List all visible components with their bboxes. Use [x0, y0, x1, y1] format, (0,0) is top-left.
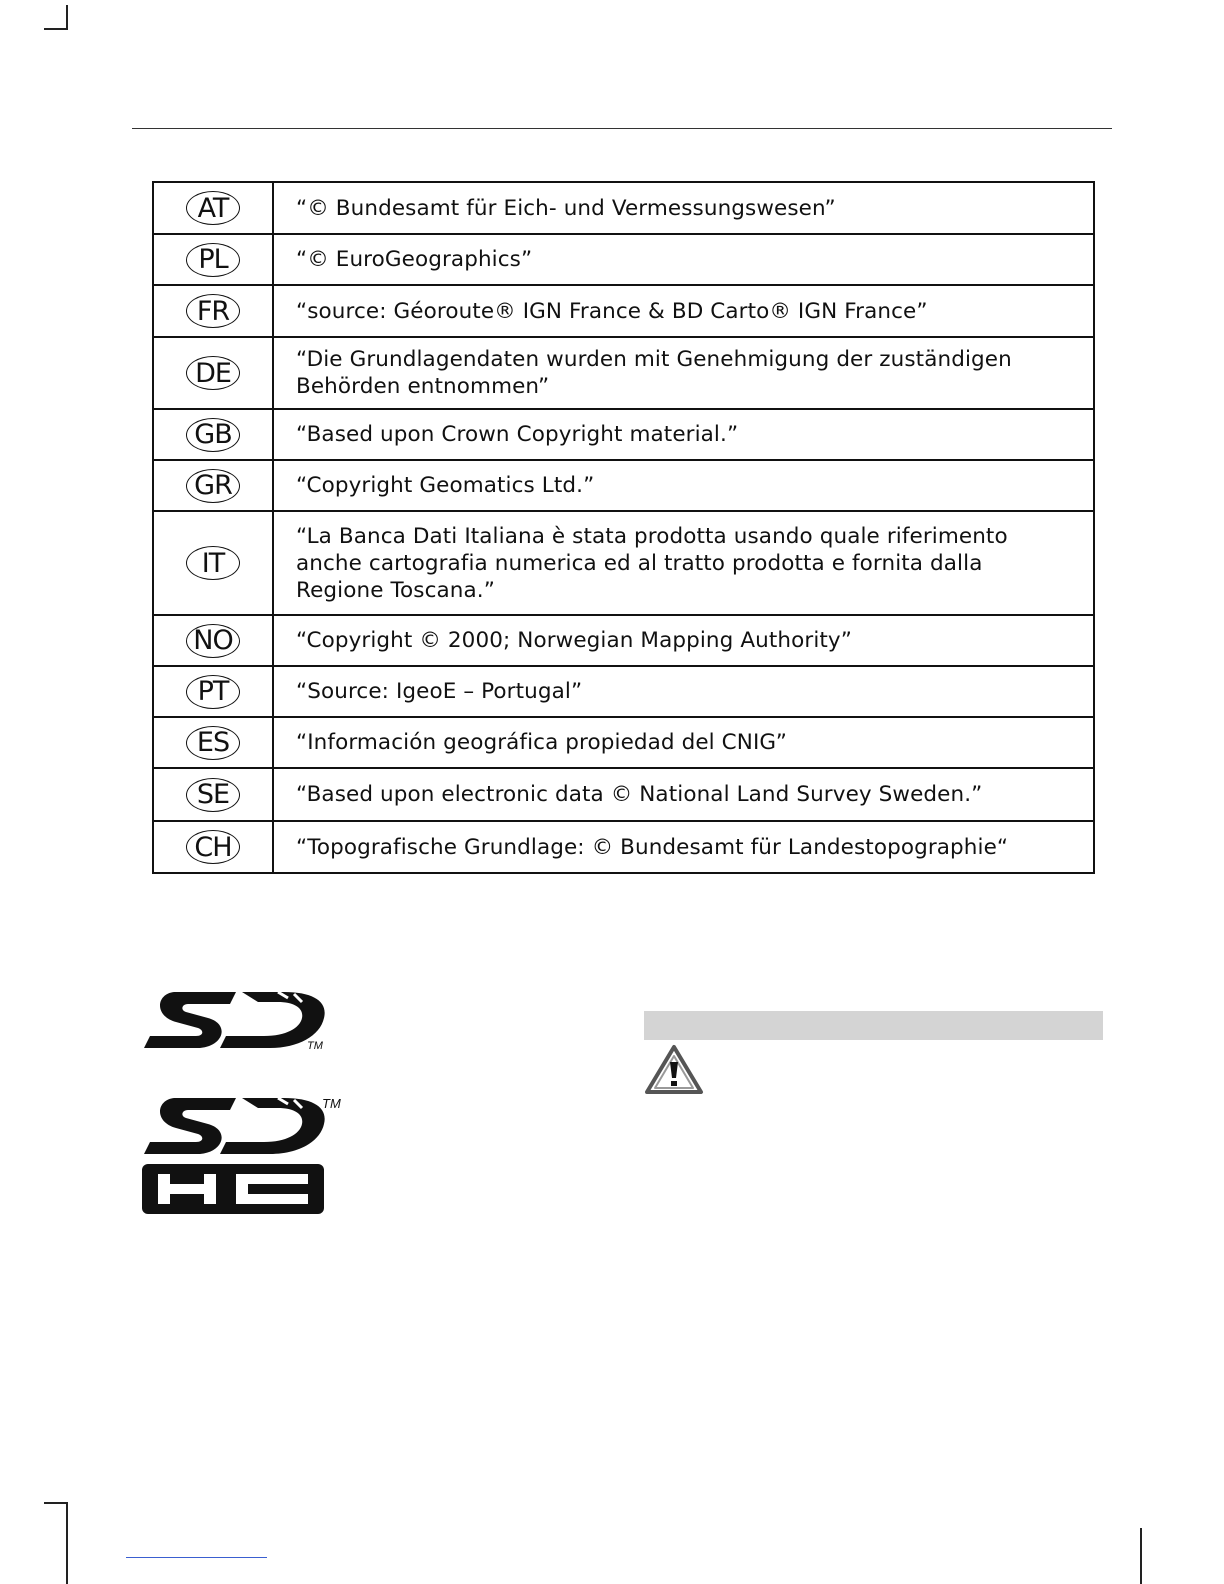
- attribution-row-no: [153, 615, 1094, 666]
- country-code-badge: DE: [186, 356, 240, 390]
- country-code-cell: [153, 409, 273, 460]
- crop-mark-bottom-left-h: [44, 1502, 68, 1504]
- footer-link-underline[interactable]: [126, 1557, 267, 1558]
- crop-mark-top-left-v: [66, 5, 68, 29]
- country-code-badge: PT: [186, 675, 240, 709]
- crop-mark-bottom-right-v: [1140, 1528, 1142, 1584]
- attribution-row-pt: [153, 666, 1094, 717]
- attribution-text: “© EuroGeographics”: [273, 234, 1094, 285]
- attribution-text: “La Banca Dati Italiana è stata prodotta usando quale riferimento anche cartografia numerica ed al tratto prodotta e fornita dalla Regione Toscana.”: [273, 511, 1094, 615]
- sd-logo: [138, 988, 338, 1054]
- country-code-cell: [153, 821, 273, 873]
- attribution-row-se: [153, 768, 1094, 821]
- sdhc-logo-hc: HC: [138, 1092, 140, 1093]
- country-code-badge: NO: [186, 624, 240, 658]
- sd-logo-s: [144, 992, 236, 1048]
- country-code-badge: FR: [186, 294, 240, 328]
- attribution-row-fr: [153, 285, 1094, 337]
- attribution-row-gr: [153, 460, 1094, 511]
- attribution-row-es: [153, 717, 1094, 768]
- country-code-cell: [153, 337, 273, 409]
- warning-header-band: [644, 1011, 1103, 1040]
- attribution-text: “Copyright © 2000; Norwegian Mapping Authority”: [273, 615, 1094, 666]
- sdhc-logo: [138, 1092, 348, 1218]
- attribution-row-gb: [153, 409, 1094, 460]
- attribution-text: “Topografische Grundlage: © Bundesamt für Landestopographie“: [273, 821, 1094, 873]
- country-code-badge: GR: [186, 469, 240, 503]
- country-code-badge: GB: [186, 418, 240, 452]
- crop-mark-top-left-h: [44, 28, 68, 30]
- country-code-badge: IT: [186, 546, 240, 580]
- attribution-text: “Based upon electronic data © National Land Survey Sweden.”: [273, 768, 1094, 821]
- attribution-text: “© Bundesamt für Eich- und Vermessungswesen”: [273, 182, 1094, 234]
- header-rule: [132, 128, 1112, 129]
- country-code-cell: [153, 615, 273, 666]
- attribution-row-de: [153, 337, 1094, 409]
- country-code-cell: [153, 717, 273, 768]
- attribution-text: “Die Grundlagendaten wurden mit Genehmigung der zuständigen Behörden entnommen”: [273, 337, 1094, 409]
- map-data-attribution-table: [152, 181, 1095, 874]
- country-code-badge: ES: [186, 726, 240, 760]
- country-code-cell: [153, 285, 273, 337]
- sdhc-logo-tm: TM: [322, 1096, 341, 1111]
- attribution-text: “Información geográfica propiedad del CNIG”: [273, 717, 1094, 768]
- attribution-row-at: [153, 182, 1094, 234]
- country-code-cell: [153, 666, 273, 717]
- country-code-badge: SE: [186, 778, 240, 812]
- attribution-text: “Based upon Crown Copyright material.”: [273, 409, 1094, 460]
- attribution-row-it: [153, 511, 1094, 615]
- country-code-cell: [153, 182, 273, 234]
- country-code-badge: PL: [186, 243, 240, 277]
- country-code-cell: [153, 768, 273, 821]
- attribution-row-ch: [153, 821, 1094, 873]
- country-code-badge: AT: [186, 191, 240, 225]
- warning-triangle-icon: [644, 1044, 704, 1096]
- country-code-badge: CH: [186, 830, 240, 864]
- country-code-cell: [153, 234, 273, 285]
- attribution-text: “source: Géoroute® IGN France & BD Carto® IGN France”: [273, 285, 1094, 337]
- country-code-cell: [153, 460, 273, 511]
- attribution-text: “Source: IgeoE – Portugal”: [273, 666, 1094, 717]
- country-code-cell: [153, 511, 273, 615]
- crop-mark-bottom-left-v: [66, 1502, 68, 1584]
- attribution-row-pl: [153, 234, 1094, 285]
- attribution-text: “Copyright Geomatics Ltd.”: [273, 460, 1094, 511]
- sd-logo-tm: TM: [307, 1040, 323, 1052]
